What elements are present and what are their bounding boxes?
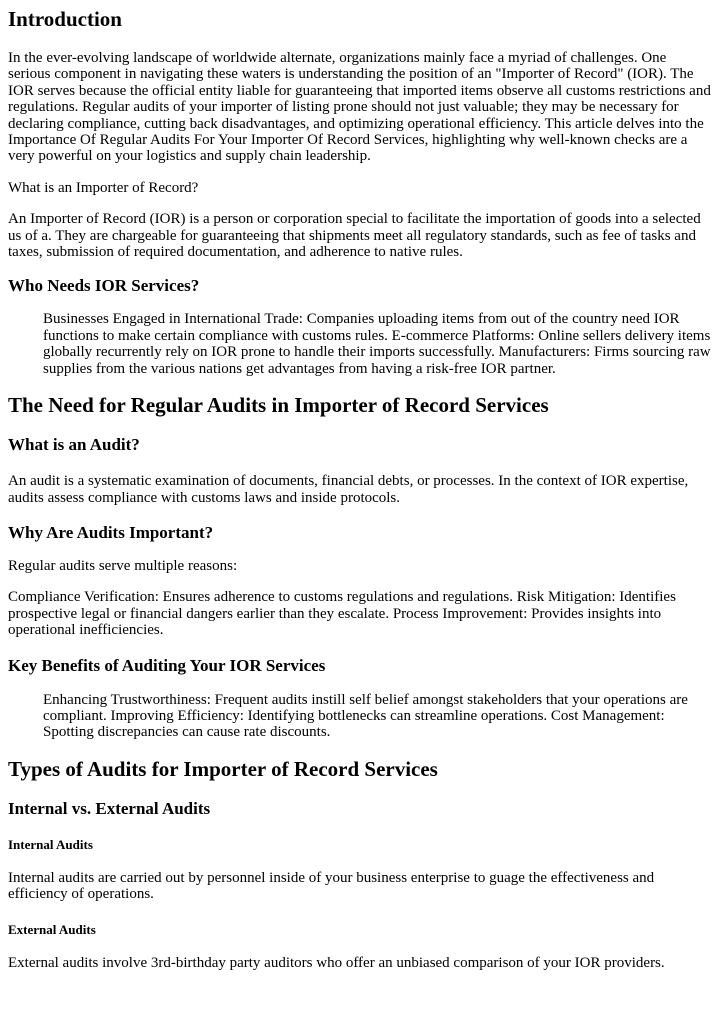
what-is-ior-question: What is an Importer of Record? <box>8 179 199 196</box>
internal-audits-heading: Internal Audits <box>8 836 93 852</box>
introduction-paragraph: In the ever-evolving landscape of worldwide alternate, organizations mainly face a myriad of challenges. One serious component in navigating these waters is understanding the position of an "Importer of Record" (IOR). The IOR serves because the official entity liable for guaranteeing that imported items observe all customs restrictions and regulations. Regular audits of your importer of listing prone should not just valuable; they may be necessary for declaring compliance, cutting back disadvantages, and optimizing operational efficiency. This article delves into the Importance Of Regular Audits For Your Importer Of Record Services, highlighting why well-known checks are a very powerful on your logistics and supply chain leadership. <box>8 50 711 165</box>
compliance-paragraph: Compliance Verification: Ensures adherence to customs regulations and regulations. Risk Mitigation: Identifies prospective legal or financial dangers earlier than they escalate. Process Improvement: Provides insights into operational inefficiencies. <box>8 589 676 639</box>
what-is-ior-answer: An Importer of Record (IOR) is a person or corporation special to facilitate the importation of goods into a selected us of a. They are chargeable for guaranteeing that shipments meet all regulatory standards, such as fee of tasks and taxes, submission of required documentation, and adherence to native rules. <box>8 211 701 261</box>
key-benefits-quote: Enhancing Trustworthiness: Frequent audits instill self belief amongst stakeholders that your operations are compliant. Improving Efficiency: Identifying bottlenecks can streamline operations. Cost Management: Spotting discrepancies can cause rate discounts. <box>43 691 688 741</box>
introduction-heading: Introduction <box>8 7 122 31</box>
key-benefits-heading: Key Benefits of Auditing Your IOR Services <box>8 655 326 675</box>
what-is-audit-heading: What is an Audit? <box>8 435 140 455</box>
internal-audits-paragraph: Internal audits are carried out by personnel inside of your business enterprise to guage the effectiveness and efficiency of operations. <box>8 869 655 903</box>
why-audits-heading: Why Are Audits Important? <box>8 522 214 542</box>
what-is-audit-paragraph: An audit is a systematic examination of documents, financial debts, or processes. In the context of IOR expertise, audits assess compliance with customs laws and inside protocols. <box>8 473 689 506</box>
types-of-audits-heading: Types of Audits for Importer of Record Services <box>8 756 438 781</box>
need-for-audits-heading: The Need for Regular Audits in Importer of Record Services <box>8 393 549 418</box>
external-audits-heading: External Audits <box>8 921 96 937</box>
who-needs-quote: Businesses Engaged in International Trade: Companies uploading items from out of the country need IOR functions to make certain compliance with customs rules. E-commerce Platforms: Online sellers delivery items globally recurrently rely on IOR prone to handle their imports successfully. Manufacturers: Firms sourcing raw supplies from the various nations get advantages from having a risk-free IOR partner. <box>43 311 711 377</box>
internal-external-heading: Internal vs. External Audits <box>8 798 211 818</box>
why-audits-paragraph: Regular audits serve multiple reasons: <box>8 557 238 574</box>
who-needs-heading: Who Needs IOR Services? <box>8 276 200 296</box>
external-audits-paragraph: External audits involve 3rd-birthday party auditors who offer an unbiased comparison of your IOR providers. <box>8 954 665 971</box>
